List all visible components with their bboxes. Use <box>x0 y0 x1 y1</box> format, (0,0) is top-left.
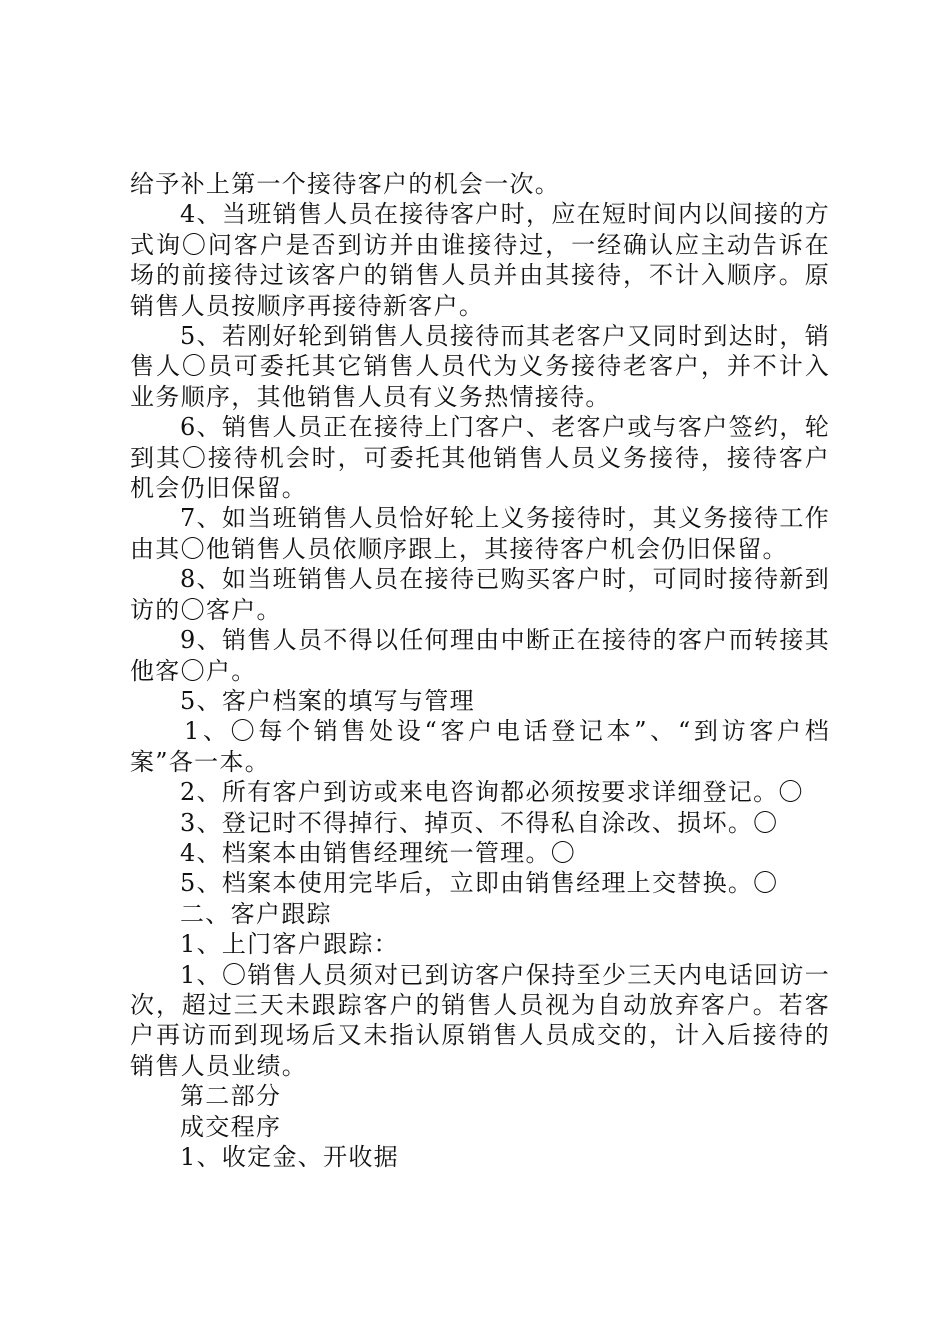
subsection-heading-visit-tracking: 1、上门客户跟踪： <box>180 930 399 959</box>
paragraph-continuation: 给予补上第一个接待客户的机会一次。 <box>130 170 561 198</box>
paragraph-archive-1: 1、〇每个销售处设“客户电话登记本”、“到访客户档案”各一本。 <box>130 717 830 776</box>
section-heading-archive: 5、客户档案的填写与管理 <box>180 686 475 715</box>
section-heading-tracking: 二、客户跟踪 <box>180 899 332 928</box>
paragraph-rule-5: 5、若刚好轮到销售人员接待而其老客户又同时到达时，销售人〇员可委托其它销售人员代为义务接待老客户，并不计入业务顺序，其他销售人员有义务热情接待。 <box>130 322 830 411</box>
paragraph-rule-4: 4、当班销售人员在接待客户时，应在短时间内以间接的方式询〇问客户是否到访并由谁接待过，一经确认应主动告诉在场的前接待过该客户的销售人员并由其接待，不计入顺序。原销售人员按顺序再接待新客户。 <box>130 200 830 320</box>
paragraph-archive-3: 3、登记时不得掉行、掉页、不得私自涂改、损坏。〇 <box>180 808 779 837</box>
part-heading: 第二部分 <box>180 1082 282 1111</box>
paragraph-tracking-1: 1、〇销售人员须对已到访客户保持至少三天内电话回访一次，超过三天未跟踪客户的销售人员视为自动放弃客户。若客户再访而到现场后又未指认原销售人员成交的，计入后接待的销售人员业绩。 <box>130 960 830 1080</box>
paragraph-rule-9: 9、销售人员不得以任何理由中断正在接待的客户而转接其他客〇户。 <box>130 626 830 685</box>
paragraph-rule-6: 6、销售人员正在接待上门客户、老客户或与客户签约，轮到其〇接待机会时，可委托其他销售人员义务接待，接待客户机会仍旧保留。 <box>130 413 830 503</box>
paragraph-archive-5: 5、档案本使用完毕后，立即由销售经理上交替换。〇 <box>180 869 779 898</box>
paragraph-deposit: 1、收定金、开收据 <box>180 1143 399 1171</box>
document-page <box>130 169 830 1172</box>
part-title: 成交程序 <box>180 1112 282 1141</box>
paragraph-rule-7: 7、如当班销售人员恰好轮上义务接待时，其义务接待工作由其〇他销售人员依顺序跟上，其接待客户机会仍旧保留。 <box>130 504 830 563</box>
paragraph-archive-4: 4、档案本由销售经理统一管理。〇 <box>180 838 577 867</box>
paragraph-archive-2: 2、所有客户到访或来电咨询都必须按要求详细登记。〇 <box>180 778 804 807</box>
paragraph-rule-8: 8、如当班销售人员在接待已购买客户时，可同时接待新到访的〇客户。 <box>130 565 830 624</box>
